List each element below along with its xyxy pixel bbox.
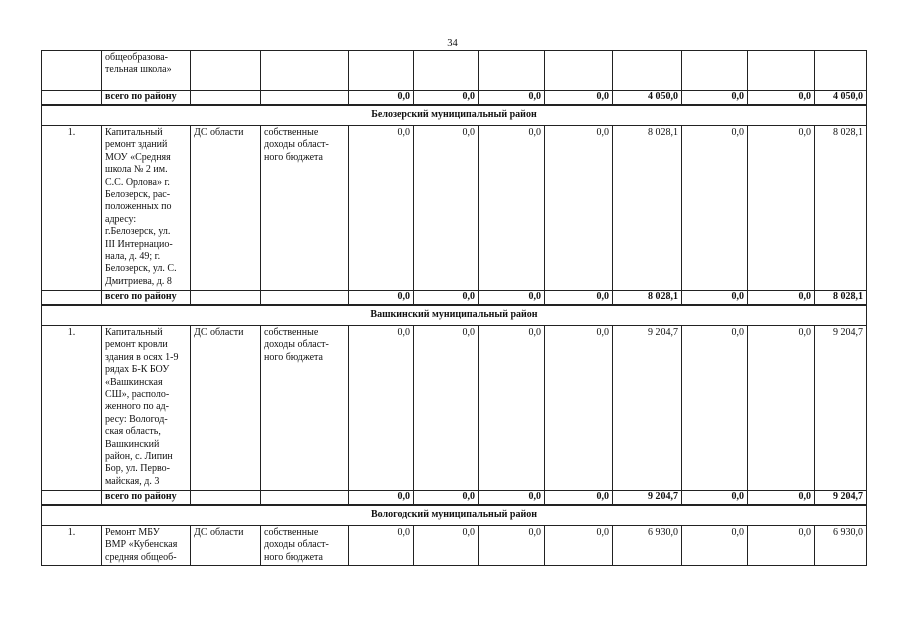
cell-value: 6 930,0 [815, 526, 867, 566]
district-name: Вологодский муниципальный район [42, 505, 867, 526]
cell-value: 9 204,7 [815, 326, 867, 491]
cell-value: 0,0 [748, 326, 815, 491]
cell-value: 0,0 [479, 326, 545, 491]
total-row [42, 491, 867, 506]
district-header-row [42, 305, 867, 326]
cell-number: 1. [42, 126, 102, 291]
table-body [42, 51, 867, 566]
cell-value: 0,0 [414, 526, 479, 566]
total-label: всего по району [102, 491, 191, 506]
cell-number: 1. [42, 526, 102, 566]
total-value: 8 028,1 [613, 291, 682, 306]
cell-value: 0,0 [748, 526, 815, 566]
total-value: 0,0 [545, 491, 613, 506]
cell-value: 0,0 [479, 526, 545, 566]
table-row [42, 526, 867, 566]
total-value: 0,0 [748, 91, 815, 106]
budget-table [41, 50, 867, 566]
cell-value: 0,0 [414, 126, 479, 291]
cell-value: 0,0 [682, 326, 748, 491]
cell-number: 1. [42, 326, 102, 491]
cell-number [42, 491, 102, 506]
cell-value: 9 204,7 [613, 326, 682, 491]
cell-value: 8 028,1 [815, 126, 867, 291]
cell-value [414, 51, 479, 91]
cell-value: 0,0 [682, 126, 748, 291]
total-row [42, 291, 867, 306]
cell-customer [191, 51, 261, 91]
cell-value: 8 028,1 [613, 126, 682, 291]
cell-value: 0,0 [349, 126, 414, 291]
cell-customer: ДС области [191, 526, 261, 566]
cell-customer [191, 291, 261, 306]
cell-description: Ремонт МБУ ВМР «Кубенская средняя общеоб- [102, 526, 191, 566]
cell-value: 0,0 [545, 526, 613, 566]
total-value: 0,0 [545, 91, 613, 106]
cell-value: 0,0 [748, 126, 815, 291]
cell-value: 0,0 [349, 326, 414, 491]
total-value: 8 028,1 [815, 291, 867, 306]
table-row-fragment [42, 51, 867, 91]
cell-value [815, 51, 867, 91]
total-label: всего по району [102, 91, 191, 106]
cell-value: 0,0 [545, 326, 613, 491]
total-value: 0,0 [545, 291, 613, 306]
total-value: 0,0 [414, 91, 479, 106]
total-value: 0,0 [748, 491, 815, 506]
total-value: 0,0 [349, 91, 414, 106]
cell-number [42, 51, 102, 91]
cell-number [42, 91, 102, 106]
cell-value [349, 51, 414, 91]
total-value: 0,0 [479, 291, 545, 306]
cell-value: 0,0 [479, 126, 545, 291]
cell-customer: ДС области [191, 126, 261, 291]
district-header-row [42, 105, 867, 126]
cell-value [613, 51, 682, 91]
page-number: 34 [447, 38, 458, 49]
cell-value: 0,0 [682, 526, 748, 566]
cell-customer [191, 491, 261, 506]
cell-value [479, 51, 545, 91]
cell-description: общеобразова- тельная школа» [102, 51, 191, 91]
cell-customer: ДС области [191, 326, 261, 491]
total-value: 0,0 [682, 491, 748, 506]
district-name: Белозерский муниципальный район [42, 105, 867, 126]
total-value: 0,0 [682, 91, 748, 106]
cell-source [261, 291, 349, 306]
district-header-row [42, 505, 867, 526]
total-value: 4 050,0 [815, 91, 867, 106]
cell-description: Капитальный ремонт зданий МОУ «Средняя школа № 2 им. С.С. Орлова» г. Белозерск, рас- положенных по адресу: г.Белозерск, ул. III Интернацио- нала, д. 49; г. Белозерск, ул. С. Дмитриева, д. 8 [102, 126, 191, 291]
cell-customer [191, 91, 261, 106]
total-value: 9 204,7 [613, 491, 682, 506]
cell-value: 0,0 [545, 126, 613, 291]
total-value: 0,0 [414, 291, 479, 306]
cell-source: собственные доходы област- ного бюджета [261, 126, 349, 291]
district-name: Вашкинский муниципальный район [42, 305, 867, 326]
total-value: 0,0 [349, 291, 414, 306]
cell-value [748, 51, 815, 91]
total-value: 0,0 [748, 291, 815, 306]
total-value: 0,0 [479, 491, 545, 506]
total-label: всего по району [102, 291, 191, 306]
total-value: 4 050,0 [613, 91, 682, 106]
table-row [42, 126, 867, 291]
total-row [42, 91, 867, 106]
total-value: 0,0 [479, 91, 545, 106]
total-value: 0,0 [349, 491, 414, 506]
cell-value: 0,0 [414, 326, 479, 491]
table-row [42, 326, 867, 491]
cell-source: собственные доходы област- ного бюджета [261, 526, 349, 566]
cell-source: собственные доходы област- ного бюджета [261, 326, 349, 491]
cell-source [261, 491, 349, 506]
total-value: 9 204,7 [815, 491, 867, 506]
cell-source [261, 51, 349, 91]
total-value: 0,0 [682, 291, 748, 306]
cell-value: 6 930,0 [613, 526, 682, 566]
cell-value [545, 51, 613, 91]
cell-number [42, 291, 102, 306]
cell-value [682, 51, 748, 91]
total-value: 0,0 [414, 491, 479, 506]
cell-description: Капитальный ремонт кровли здания в осях 1-9 рядах Б-К БОУ «Вашкинская СШ», располо- женного по ад- ресу: Вологод- ская область, Вашкинский район, с. Липин Бор, ул. Перво- майская, д. 3 [102, 326, 191, 491]
cell-value: 0,0 [349, 526, 414, 566]
cell-source [261, 91, 349, 106]
